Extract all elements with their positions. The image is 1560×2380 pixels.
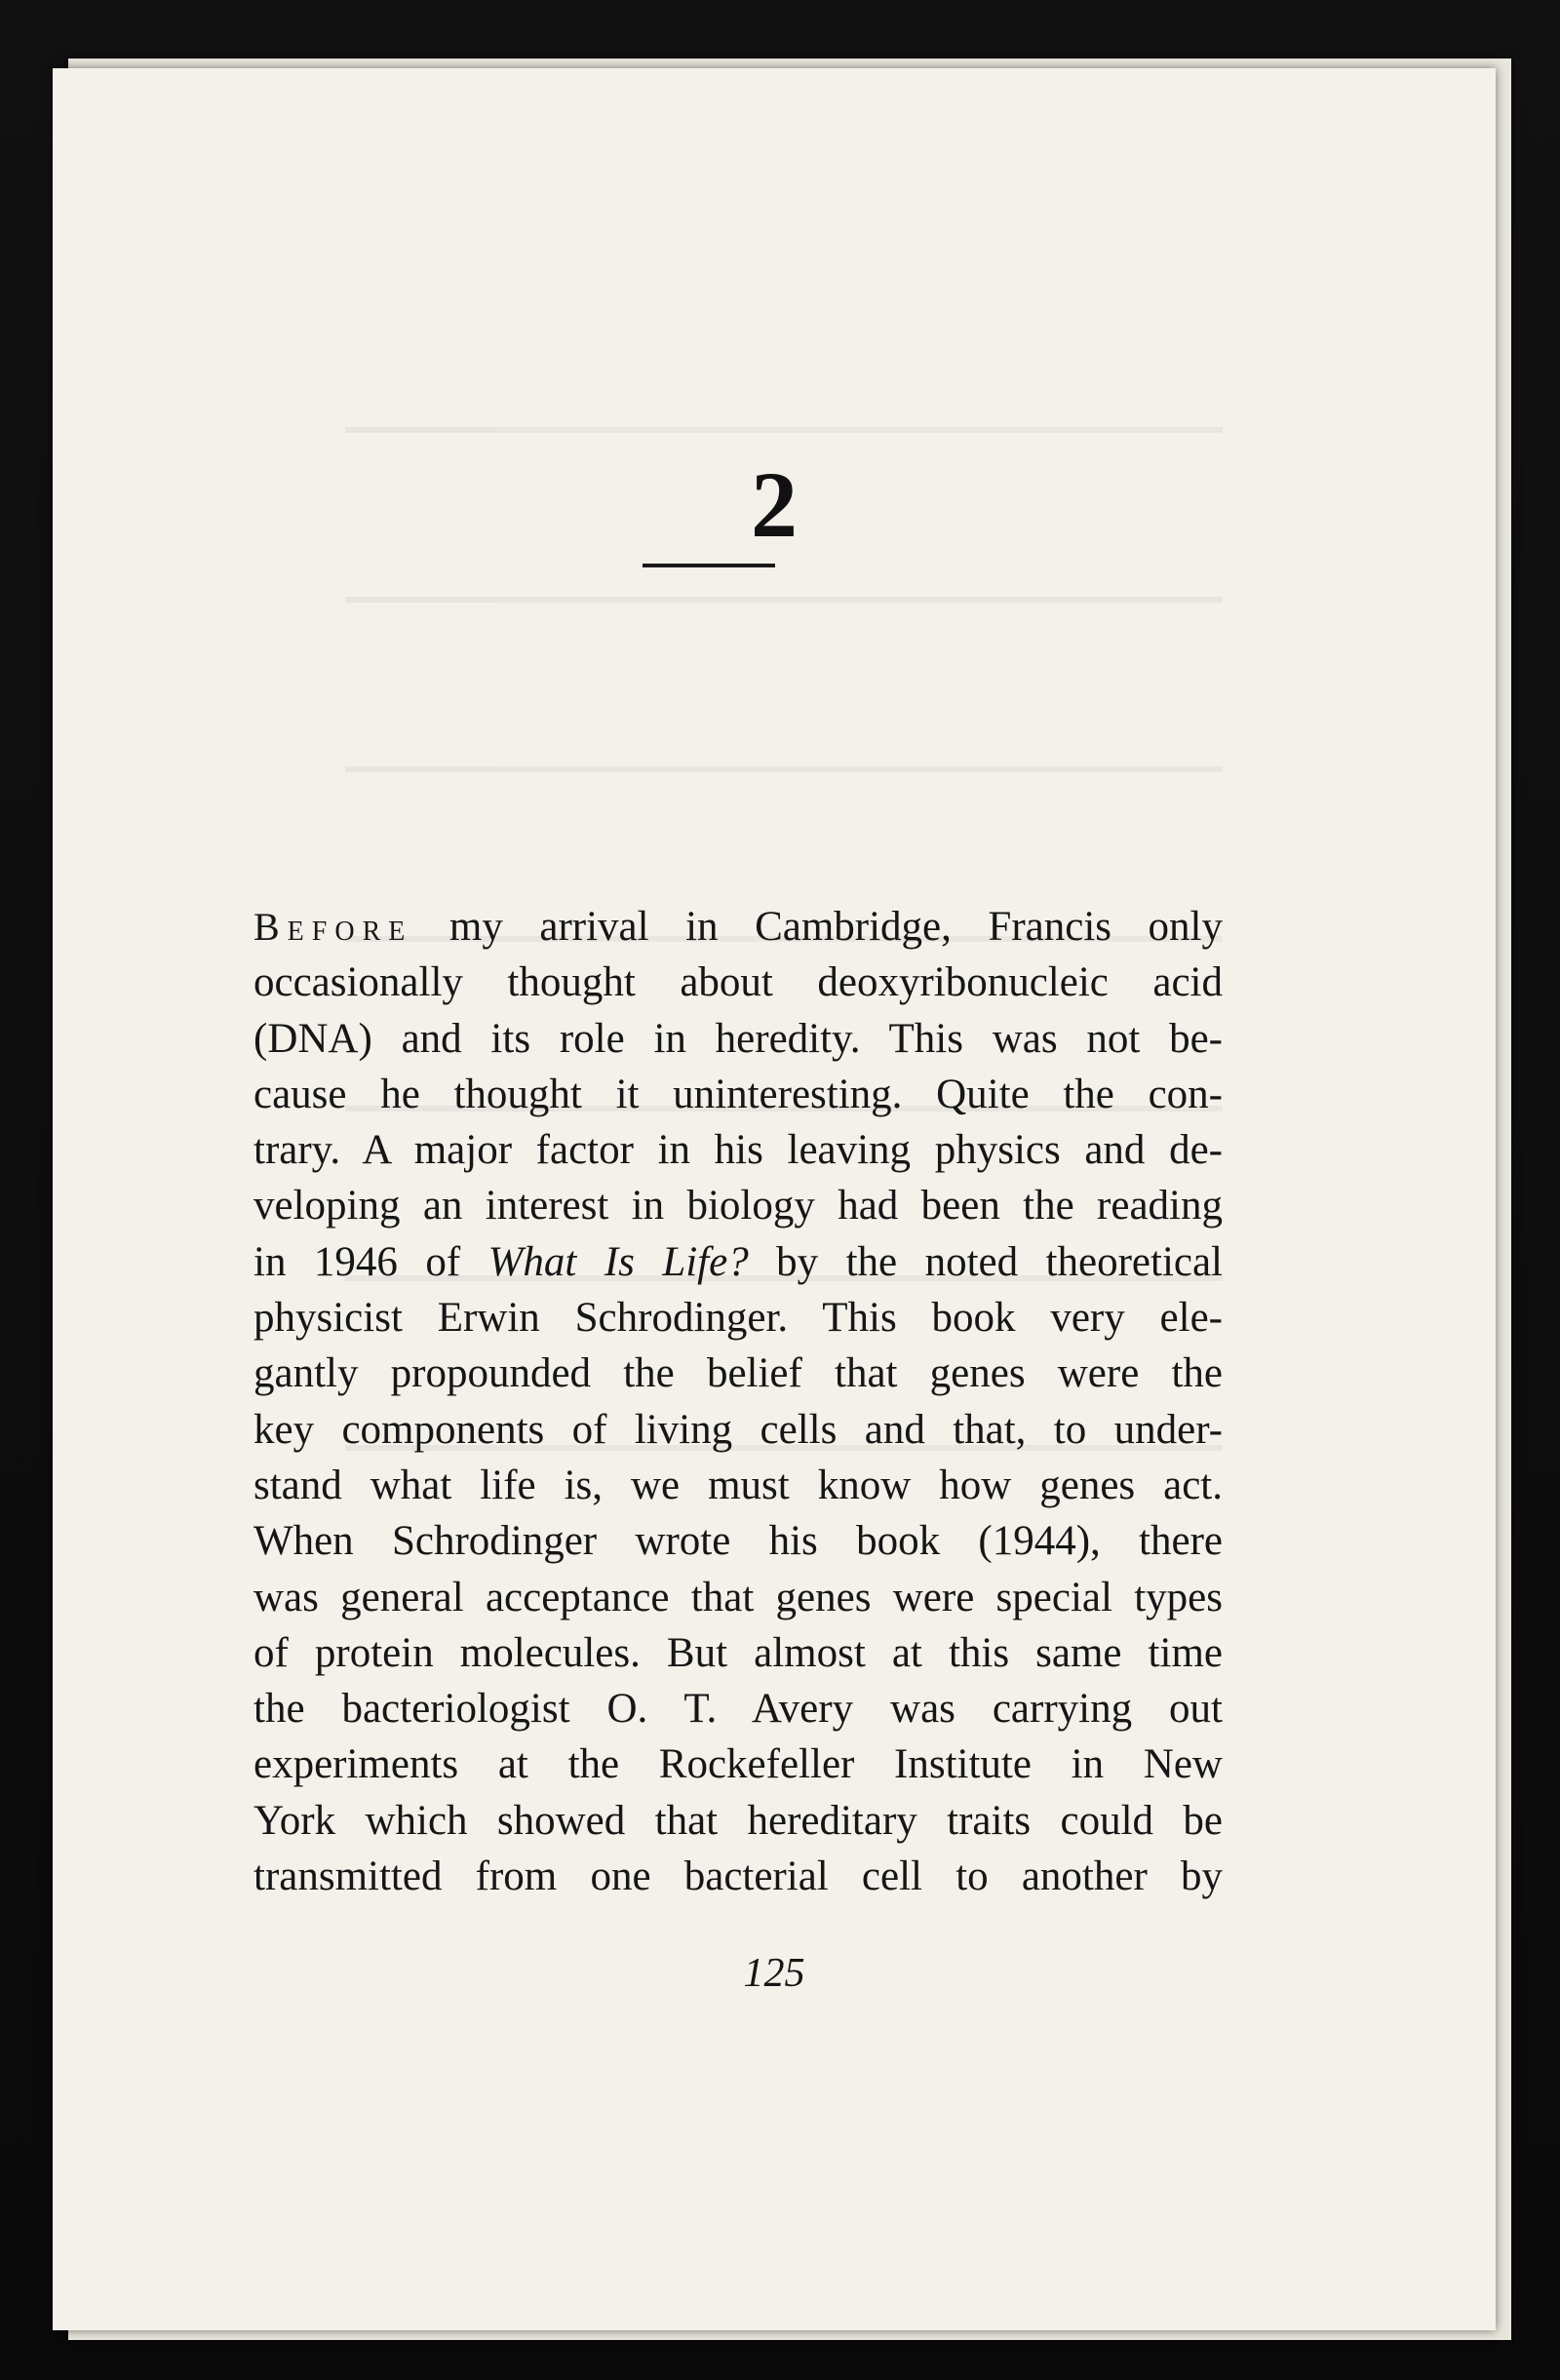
text-line: the bacteriologist O. T. Avery was carrying out — [254, 1686, 1223, 1733]
book-title: What Is Life? — [488, 1238, 749, 1285]
text-line: cause he thought it uninteresting. Quite the con- — [254, 1071, 1223, 1117]
text-line: key components of living cells and that, to under- — [254, 1406, 1223, 1453]
text-line: transmitted from one bacterial cell to another by — [254, 1853, 1223, 1900]
opening-word: Before — [254, 905, 413, 949]
text-line: physicist Erwin Schrodinger. This book very ele- — [254, 1295, 1223, 1342]
text-line: veloping an interest in biology had been the reading — [254, 1183, 1223, 1229]
text-line: Before my arrival in Cambridge, Francis only — [254, 904, 1223, 950]
text-line: was general acceptance that genes were special types — [254, 1574, 1223, 1620]
text-line: of protein molecules. But almost at this same time — [254, 1629, 1223, 1676]
page-number: 125 — [743, 1951, 805, 1996]
book-page — [53, 68, 1496, 2330]
text-line: stand what life is, we must know how genes act. — [254, 1462, 1223, 1508]
body-paragraph — [254, 899, 1223, 1904]
chapter-rule — [643, 564, 775, 567]
text-line: experiments at the Rockefeller Institute in New — [254, 1741, 1223, 1788]
text-line: gantly propounded the belief that genes were the — [254, 1350, 1223, 1397]
text-line: occasionally thought about deoxyribonucleic acid — [254, 959, 1223, 1006]
text-line: (DNA) and its role in heredity. This was not be- — [254, 1015, 1223, 1062]
text-line: York which showed that hereditary traits could be — [254, 1797, 1223, 1844]
text-line: trary. A major factor in his leaving physics and de- — [254, 1127, 1223, 1174]
text-line: When Schrodinger wrote his book (1944), there — [254, 1518, 1223, 1565]
text-line: in 1946 of What Is Life? by the noted theoretical — [254, 1238, 1224, 1285]
chapter-number: 2 — [751, 452, 798, 557]
